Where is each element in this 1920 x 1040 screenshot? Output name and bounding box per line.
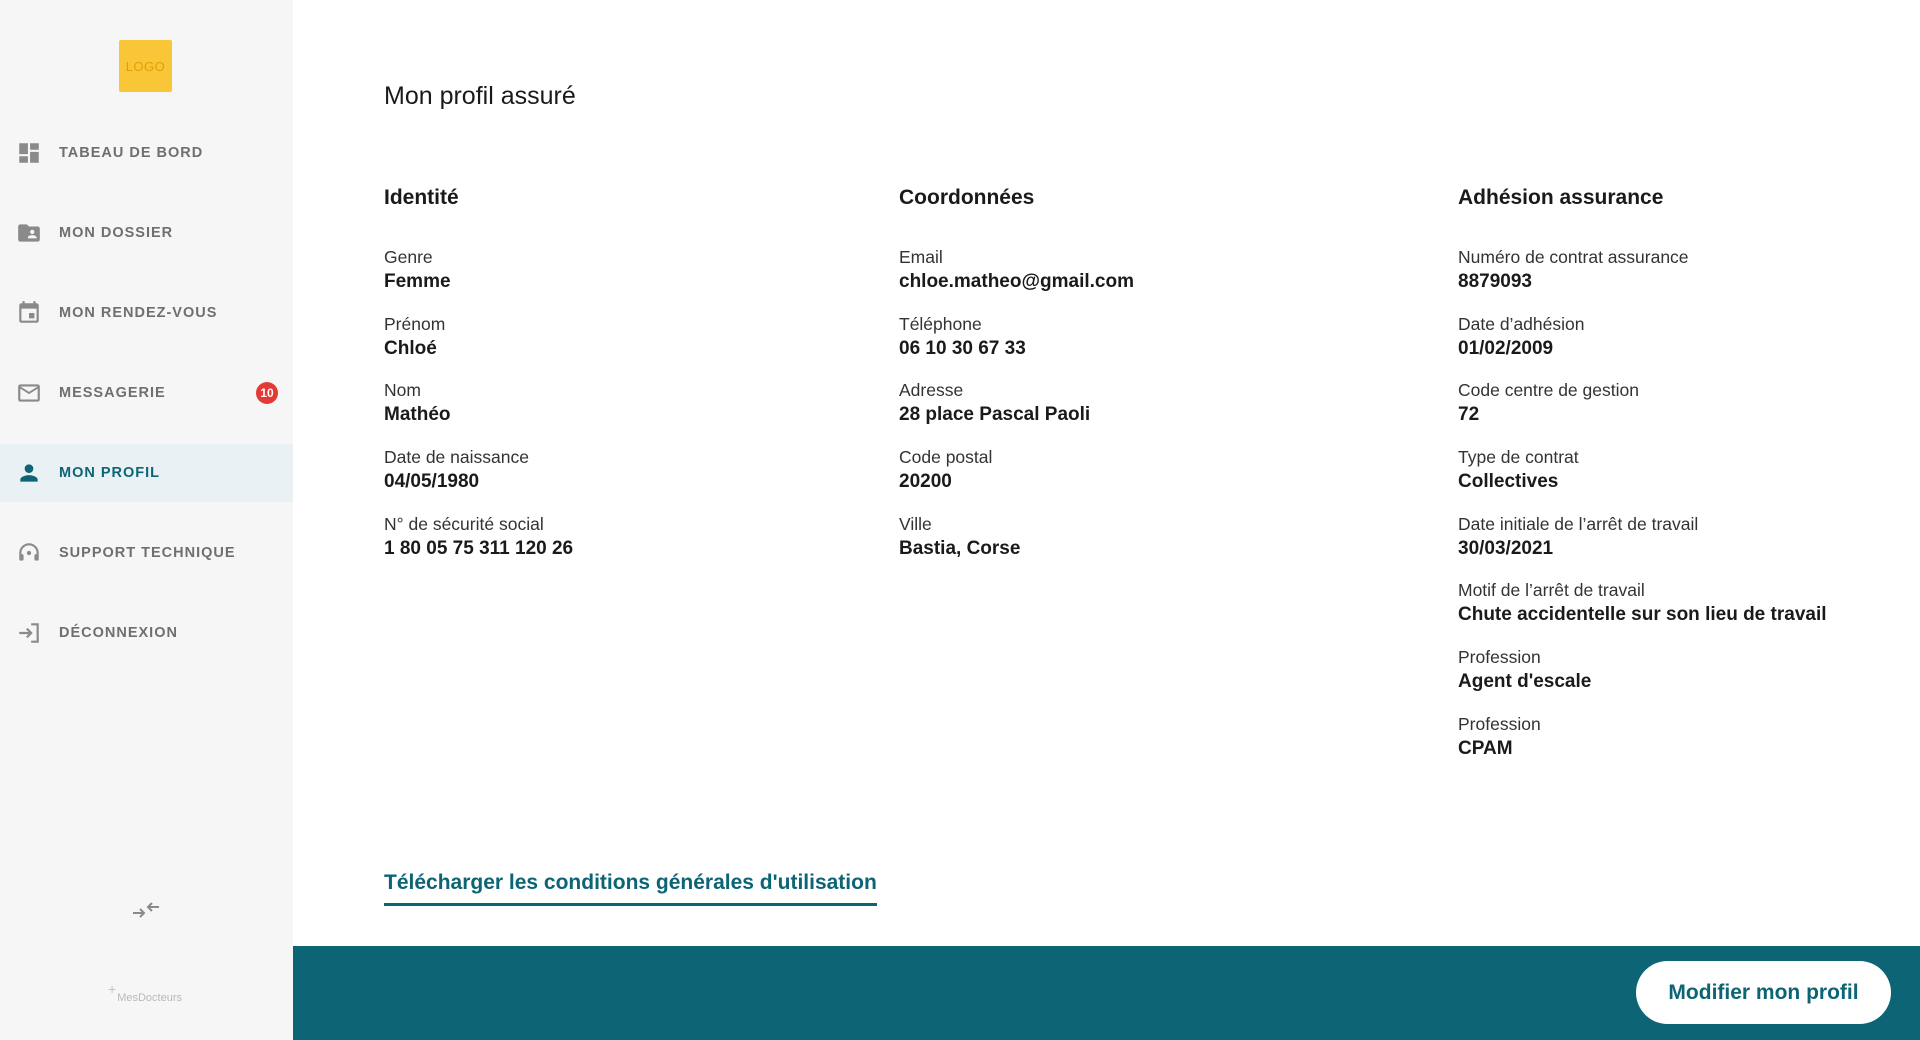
field-securite-sociale [384, 513, 573, 580]
main-content [293, 0, 1920, 1040]
field-motif-arret [1458, 579, 1827, 646]
section-title: Adhésion assurance [1458, 186, 1664, 209]
brand-logo [108, 980, 188, 1004]
field-code-centre [1458, 379, 1827, 446]
mail-icon [15, 379, 43, 407]
edit-profile-button[interactable]: Modifier mon profil [1636, 961, 1891, 1024]
field-value: 28 place Pascal Paoli [899, 404, 1091, 426]
sidebar-item-label: SUPPORT TECHNIQUE [59, 545, 236, 561]
sidebar [0, 0, 293, 1040]
logout-icon [15, 619, 43, 647]
field-date-adhesion [1458, 313, 1827, 380]
field-value: 72 [1458, 404, 1480, 426]
coordinates-section [899, 186, 1134, 579]
section-title: Coordonnées [899, 186, 1035, 209]
sidebar-item-messagerie[interactable] [0, 364, 293, 422]
download-cgu-link[interactable]: Télécharger les conditions générales d'utilisation [384, 871, 877, 906]
field-value: chloe.matheo@gmail.com [899, 271, 1134, 292]
field-nom [384, 379, 573, 446]
field-value: Agent d'escale [1458, 671, 1592, 693]
sidebar-item-mon-rendez-vous[interactable] [0, 284, 293, 342]
person-icon [15, 459, 43, 487]
field-type-contrat [1458, 446, 1827, 513]
adhesion-section [1458, 186, 1827, 780]
field-value: 06 10 30 67 33 [899, 337, 1026, 359]
sidebar-item-deconnexion[interactable] [0, 604, 293, 662]
brand-plus: + [108, 981, 117, 997]
section-title: Identité [384, 186, 459, 209]
field-label: Nom [384, 380, 421, 401]
field-label: Date d’adhésion [1458, 313, 1585, 334]
field-adresse [899, 379, 1134, 446]
collapse-sidebar-button[interactable] [130, 896, 162, 924]
field-value: 30/03/2021 [1458, 537, 1554, 559]
field-label: Téléphone [899, 313, 982, 334]
field-value: 8879093 [1458, 271, 1532, 292]
folder-user-icon [15, 219, 43, 247]
field-label: N° de sécurité social [384, 513, 544, 534]
field-value: CPAM [1458, 737, 1513, 759]
logo-text: LOGO [125, 58, 166, 74]
field-label: Ville [899, 513, 932, 534]
logo [119, 40, 172, 92]
field-value: 20200 [899, 471, 952, 493]
field-label: Prénom [384, 313, 446, 334]
field-label: Adresse [899, 380, 964, 401]
identity-section [384, 186, 573, 579]
field-label: Code postal [899, 447, 993, 468]
dashboard-icon [15, 139, 43, 167]
field-date-naissance [384, 446, 573, 513]
sidebar-item-tableau-de-bord[interactable] [0, 124, 293, 182]
sidebar-item-label: MON PROFIL [59, 465, 161, 481]
field-value: 1 80 05 75 311 120 26 [384, 537, 574, 559]
field-email [899, 246, 1134, 313]
field-value: 04/05/1980 [384, 471, 480, 493]
field-label: Numéro de contrat assurance [1458, 247, 1689, 267]
sidebar-item-label: MESSAGERIE [59, 385, 166, 401]
sidebar-item-label: TABEAU DE BORD [59, 145, 204, 161]
sidebar-item-label: MON RENDEZ-VOUS [59, 305, 218, 321]
field-prenom [384, 313, 573, 380]
sidebar-item-label: MON DOSSIER [59, 225, 174, 241]
field-label: Genre [384, 247, 433, 267]
field-code-postal [899, 446, 1134, 513]
footer-bar [293, 946, 1920, 1040]
page-title: Mon profil assuré [384, 82, 576, 110]
field-date-arret [1458, 513, 1827, 580]
unread-count-badge: 10 [256, 382, 278, 404]
field-label: Type de contrat [1458, 447, 1579, 468]
field-profession [1458, 646, 1827, 713]
field-label: Date de naissance [384, 447, 529, 468]
field-label: Profession [1458, 647, 1541, 668]
field-value: Mathéo [384, 404, 451, 426]
field-value: Chloé [384, 337, 437, 359]
field-label: Email [899, 247, 943, 267]
sidebar-item-label: DÉCONNEXION [59, 625, 178, 641]
field-label: Profession [1458, 713, 1541, 734]
sidebar-item-support-technique[interactable] [0, 524, 293, 582]
brand-name: MesDocteurs [117, 992, 182, 1004]
field-numero-contrat [1458, 246, 1827, 313]
field-label: Motif de l’arrêt de travail [1458, 580, 1645, 601]
field-profession-organisme [1458, 713, 1827, 780]
field-genre [384, 246, 573, 313]
field-value: Femme [384, 271, 451, 292]
field-value: Collectives [1458, 471, 1559, 493]
field-telephone [899, 313, 1134, 380]
collapse-arrows-icon [130, 896, 162, 924]
field-label: Date initiale de l’arrêt de travail [1458, 513, 1699, 534]
sidebar-item-mon-dossier[interactable] [0, 204, 293, 262]
field-ville [899, 513, 1134, 580]
sidebar-item-mon-profil[interactable] [0, 444, 293, 502]
support-icon [15, 539, 43, 567]
field-value: Bastia, Corse [899, 537, 1021, 559]
field-value: Chute accidentelle sur son lieu de travail [1458, 604, 1827, 626]
field-label: Code centre de gestion [1458, 380, 1639, 401]
calendar-icon [15, 299, 43, 327]
sidebar-nav [0, 124, 293, 684]
field-value: 01/02/2009 [1458, 337, 1554, 359]
